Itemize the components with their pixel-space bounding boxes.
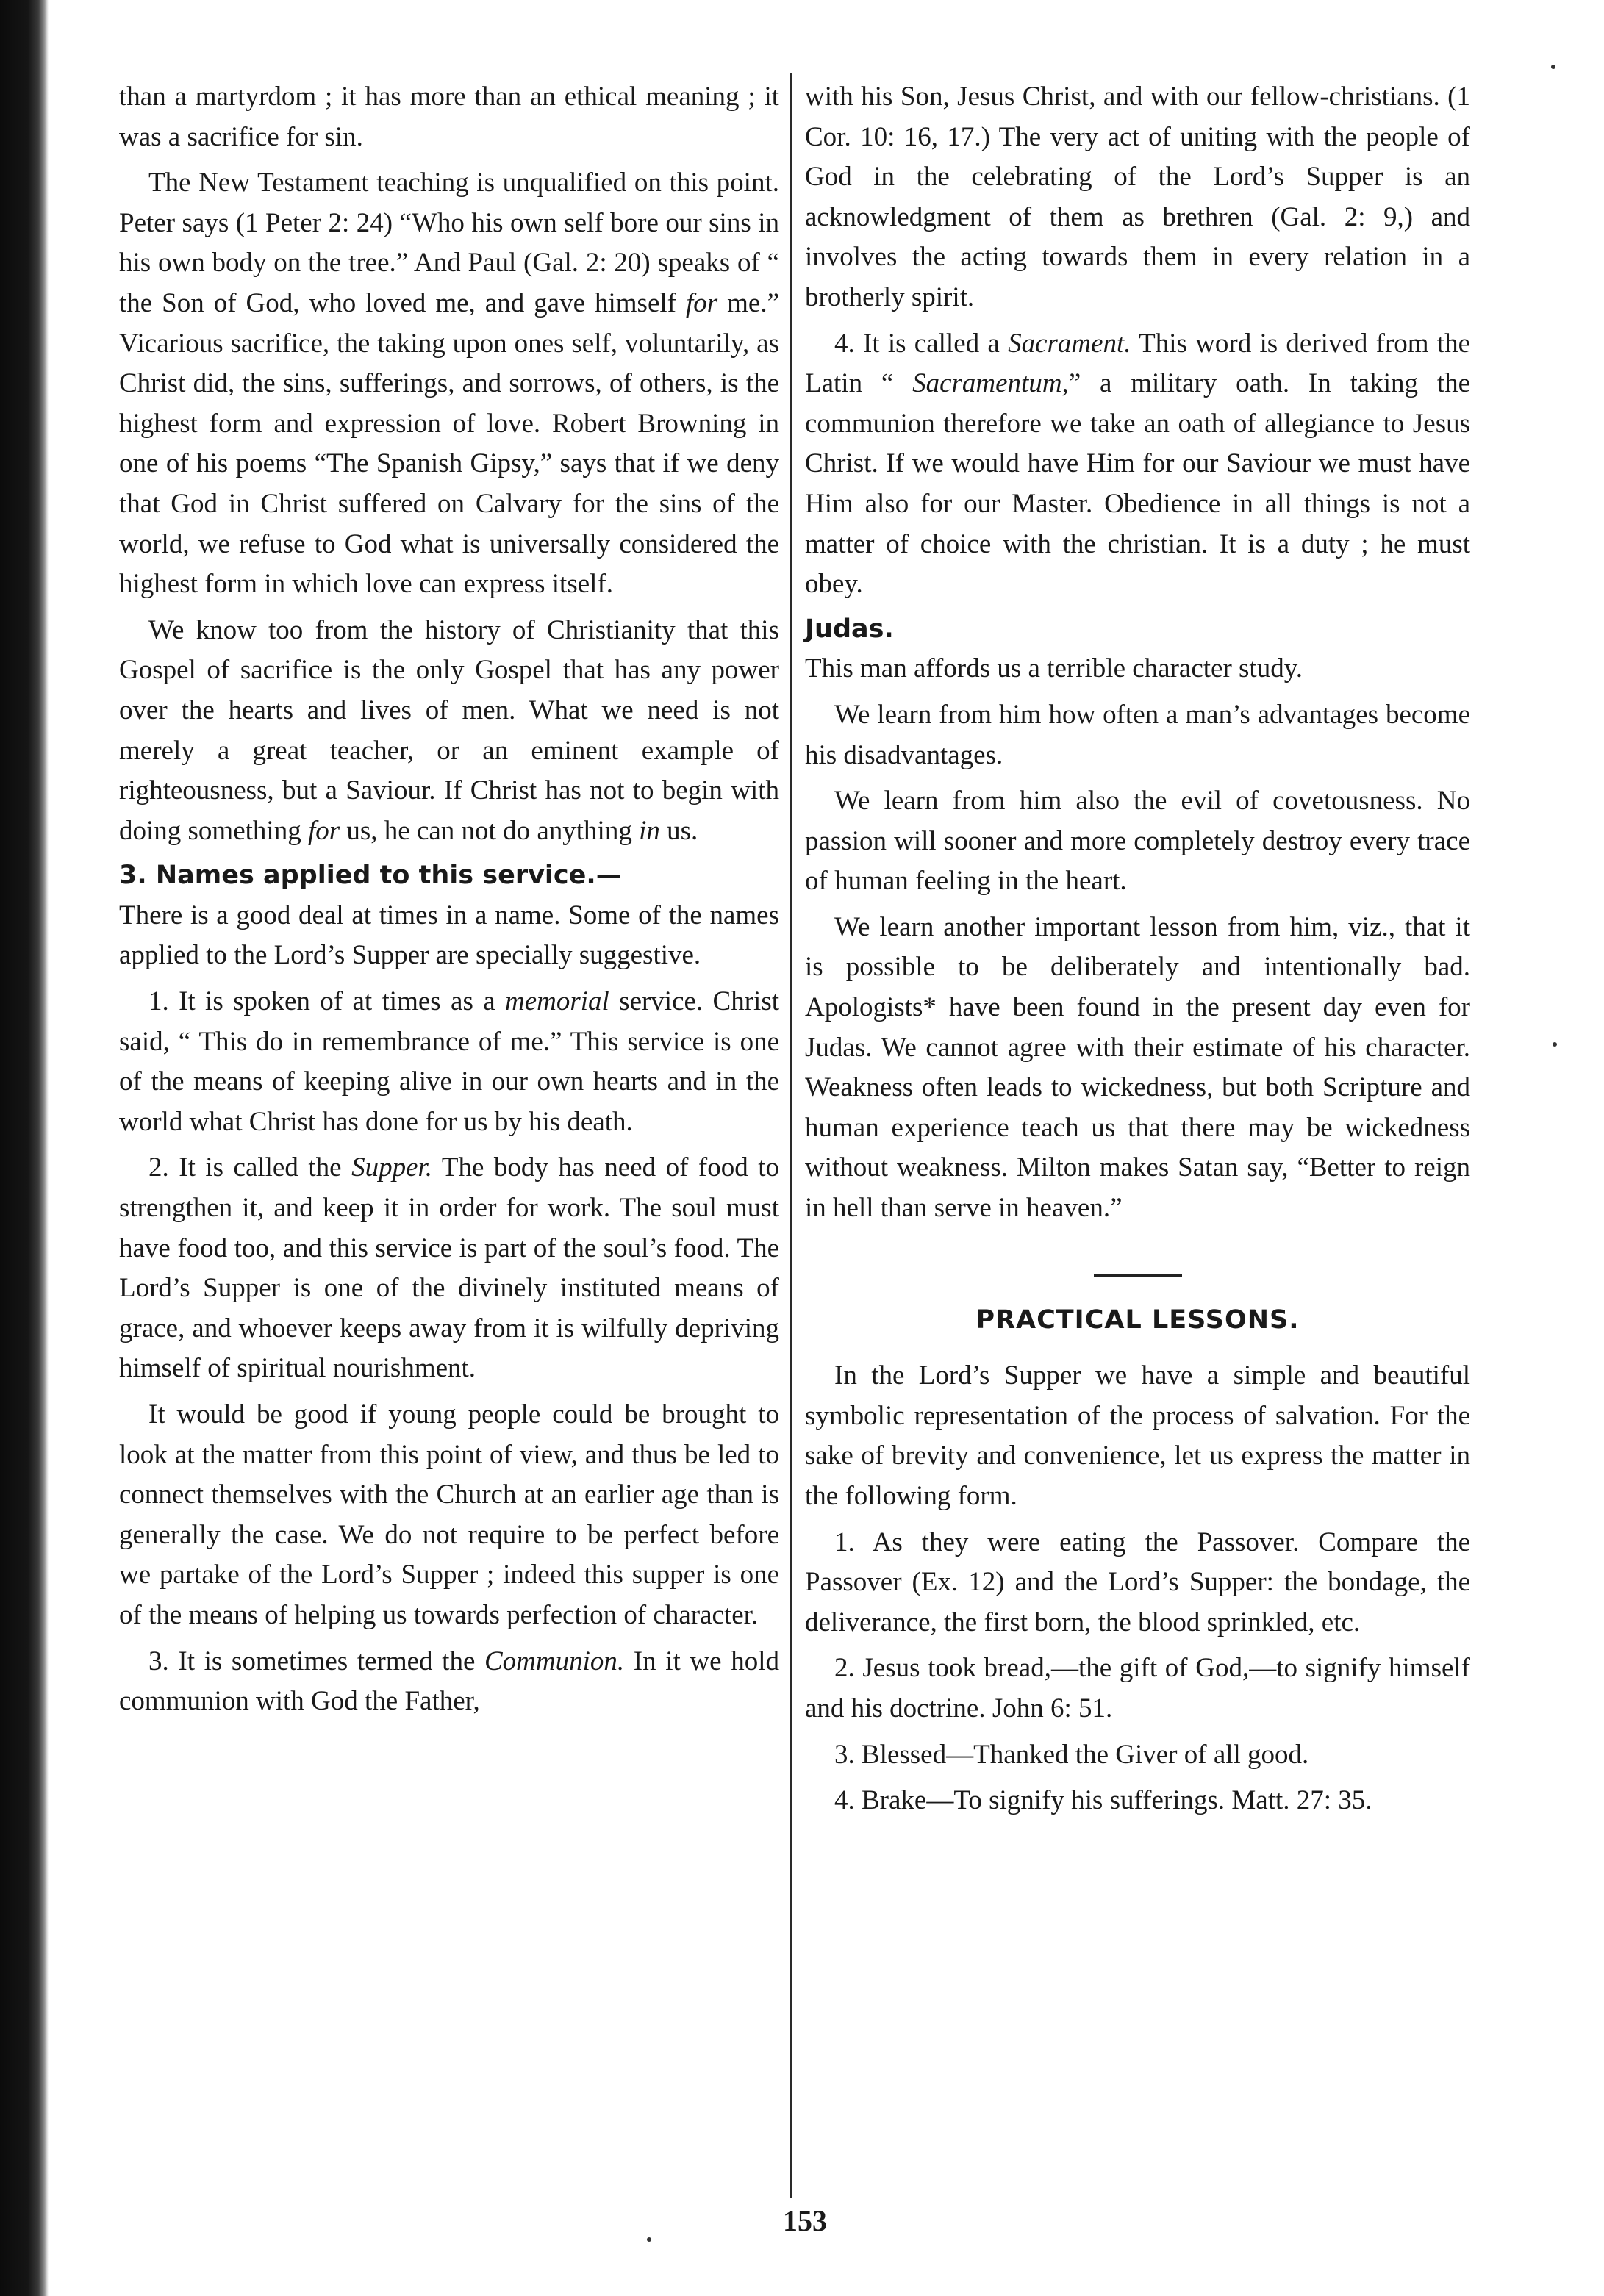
paragraph-text: us. bbox=[659, 815, 698, 846]
paragraph-text: 1. It is spoken of at times as a bbox=[148, 986, 505, 1017]
body-paragraph bbox=[119, 896, 779, 976]
paragraph-text: 3. Blessed—Thanked the Giver of all good. bbox=[834, 1739, 1309, 1770]
section-rule bbox=[1094, 1274, 1182, 1277]
body-paragraph bbox=[119, 1642, 779, 1722]
page-binding-edge bbox=[0, 0, 49, 2296]
left-column bbox=[119, 77, 779, 1722]
paragraph-text: us, he can not do anything bbox=[340, 815, 640, 846]
italic-term: Supper. bbox=[351, 1152, 433, 1183]
italic-term: Sacramentum, bbox=[912, 368, 1069, 399]
paragraph-text: 2. It is called the bbox=[148, 1152, 352, 1183]
subsection-heading: 3. Names applied to this service.— bbox=[119, 861, 622, 891]
paragraph-text: me.” Vicarious sacrifice, the taking upon ones self, voluntarily, as Christ did, the sins, sufferings, and sorrows, of others, is the highest form and expression of love. Robert Browning in one of his poems “The Spanish Gipsy,” says that if we deny that God in Christ suffered on Calvary for the sins of the world, we refuse to God what is universally considered the highest form in which love can express itself. bbox=[119, 287, 780, 600]
speck bbox=[647, 2237, 651, 2242]
body-paragraph bbox=[119, 77, 779, 157]
paragraph-text: It would be good if young people could be brought to look at the matter from this point of view, and thus be led to connect themselves with the Church at an earlier age than is generally the case. We do not require to be perfect before we partake of the Lord’s Supper ; indeed this supper is one of the means of helping us towards perfection of character. bbox=[119, 1399, 779, 1630]
paragraph-text: 4. It is called a bbox=[834, 328, 1009, 359]
italic-term: memorial bbox=[504, 986, 609, 1017]
body-paragraph bbox=[805, 1649, 1470, 1729]
body-paragraph bbox=[119, 982, 779, 1142]
speck bbox=[1553, 1042, 1557, 1047]
body-paragraph bbox=[805, 1523, 1470, 1643]
italic-term: for bbox=[307, 815, 340, 846]
italic-term: Communion. bbox=[484, 1646, 625, 1676]
right-column bbox=[805, 77, 1470, 1821]
column-divider bbox=[790, 73, 792, 2198]
paragraph-text: We learn another important lesson from him, viz., that it is possible to be deliberately and intentionally bad. Apologists* have been found in the present day even for Judas. We cannot agree with their estimate of his character. Weakness often leads to wickedness, but both Scripture and human experience teach us that there may be wickedness without weakness. Milton makes Satan say, “Better to reign in hell than serve in heaven.” bbox=[805, 911, 1470, 1224]
paragraph-text: 4. Brake—To signify his sufferings. Matt. 27: 35. bbox=[834, 1785, 1372, 1816]
body-paragraph bbox=[805, 908, 1470, 1229]
paragraph-text: We learn from him how often a man’s advantages become his disadvantages. bbox=[805, 699, 1470, 770]
body-paragraph bbox=[805, 324, 1470, 605]
italic-term: Sacrament. bbox=[1008, 328, 1131, 359]
paragraph-text: We know too from the history of Christianity that this Gospel of sacrifice is the only Gospel that has any power over the hearts and lives of men. What we need is not merely a great teacher, or an eminent example of righteousness, but a Saviour. If Christ has not to begin with doing something bbox=[119, 614, 779, 846]
paragraph-text: In the Lord’s Supper we have a simple and beautiful symbolic representation of the process of salvation. For the sake of brevity and convenience, let us express the matter in the following form. bbox=[805, 1360, 1470, 1511]
body-paragraph bbox=[805, 649, 1470, 689]
paragraph-text: The New Testament teaching is unqualified on this point. Peter says (1 Peter 2: 24) “Who his own self bore our sins in his own body on the tree.” And Paul (Gal. 2: 20) speaks of “ the Son of God, who loved me, and gave himself bbox=[119, 168, 779, 318]
paragraph-text: than a martyrdom ; it has more than an ethical meaning ; it was a sacrifice for sin. bbox=[119, 82, 779, 152]
body-paragraph bbox=[119, 1148, 779, 1389]
body-paragraph bbox=[119, 163, 779, 605]
body-paragraph bbox=[805, 695, 1470, 775]
body-paragraph bbox=[805, 77, 1470, 318]
body-paragraph bbox=[119, 611, 779, 852]
paragraph-text: We learn from him also the evil of covetousness. No passion will sooner and more completely destroy every trace of human feeling in the heart. bbox=[805, 786, 1470, 897]
paragraph-text: ” a military oath. In taking the communion therefore we take an oath of allegiance to Jesus Christ. If we would have Him for our Saviour we must have Him also for our Master. Obedience in all things is not a matter of choice with the christian. It is a duty ; he must obey. bbox=[805, 368, 1470, 600]
paragraph-text: 3. It is sometimes termed the bbox=[148, 1646, 484, 1676]
body-paragraph bbox=[119, 1395, 779, 1636]
paragraph-text: with his Son, Jesus Christ, and with our fellow-christians. (1 Cor. 10: 16, 17.) The very act of uniting with the people of God in the celebrating of the Lord’s Supper is an acknowledgment of them as brethren (Gal. 2: 9,) and involves the acting towards them in every relation in a brotherly spirit. bbox=[805, 82, 1470, 312]
paragraph-text: In it we hold communion with God the Father, bbox=[119, 1646, 779, 1717]
section-heading: PRACTICAL LESSONS. bbox=[975, 1305, 1300, 1335]
paragraph-text: This word is derived from the Latin “ bbox=[805, 328, 1470, 399]
italic-term: in bbox=[639, 815, 660, 846]
paragraph-text: There is a good deal at times in a name. Some of the names applied to the Lord’s Supper are specially suggestive. bbox=[119, 900, 779, 971]
speck bbox=[1551, 65, 1555, 69]
italic-term: for bbox=[685, 287, 718, 318]
subsection-heading: Judas. bbox=[805, 614, 894, 644]
body-paragraph bbox=[805, 1356, 1470, 1516]
page-number: 153 bbox=[783, 2204, 827, 2237]
body-paragraph bbox=[805, 1735, 1470, 1776]
paragraph-text: service. Christ said, “ This do in remembrance of me.” This service is one of the means of keeping alive in our own hearts and in the world what Christ has done for us by his death. bbox=[119, 986, 779, 1137]
paragraph-text: The body has need of food to strengthen it, and keep it in order for work. The soul must have food too, and this service is part of the soul’s food. The Lord’s Supper is one of the divinely instituted means of grace, and whoever keeps away from it is wilfully depriving himself of spiritual nourishment. bbox=[119, 1152, 779, 1384]
paragraph-text: This man affords us a terrible character study. bbox=[805, 653, 1303, 684]
body-paragraph bbox=[805, 1781, 1470, 1821]
paragraph-text: 2. Jesus took bread,—the gift of God,—to signify himself and his doctrine. John 6: 51. bbox=[805, 1653, 1470, 1723]
paragraph-text: 1. As they were eating the Passover. Compare the Passover (Ex. 12) and the Lord’s Supper: the bondage, the deliverance, the first born, the blood sprinkled, etc. bbox=[805, 1527, 1470, 1637]
body-paragraph bbox=[805, 781, 1470, 902]
